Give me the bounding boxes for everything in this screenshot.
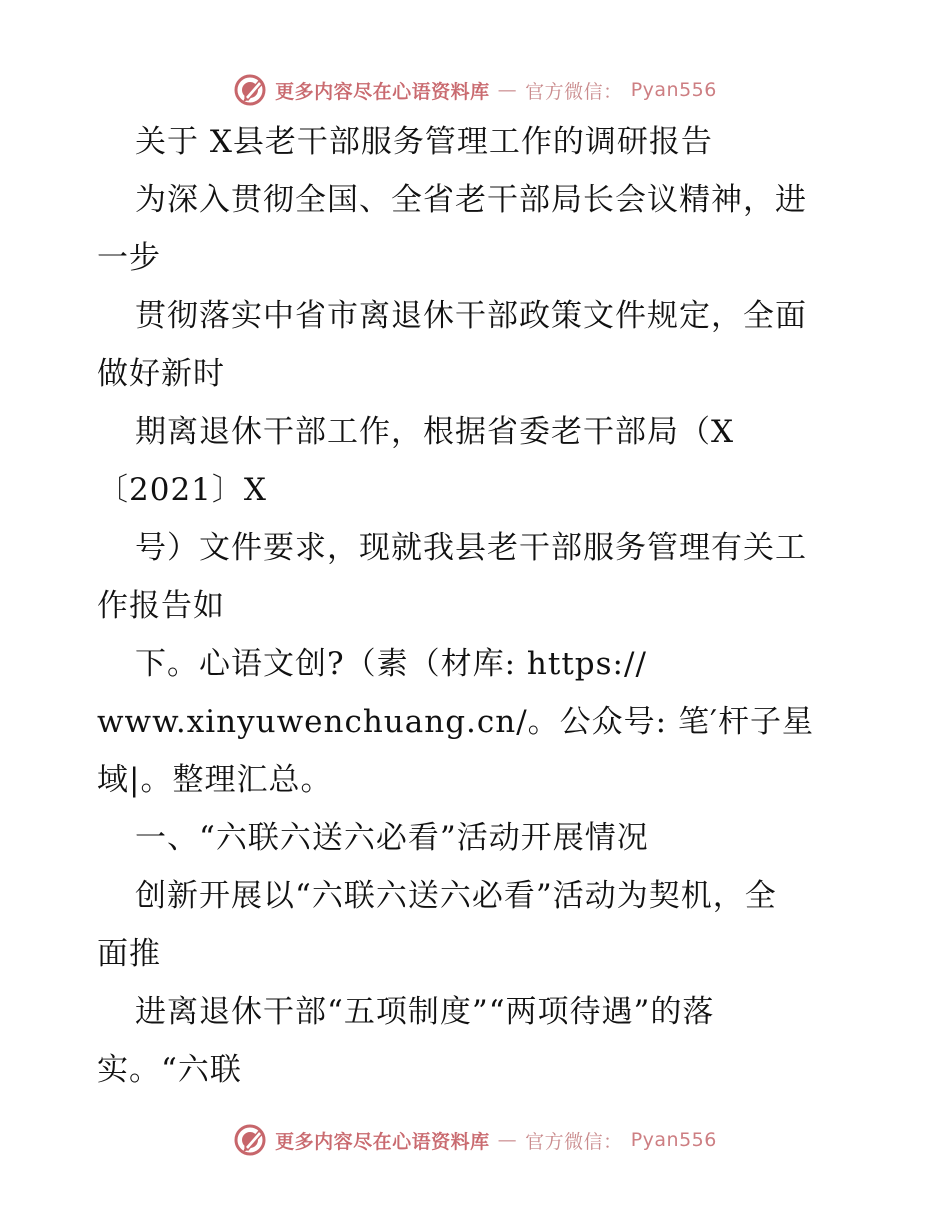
paragraph-line: 面推 <box>97 936 161 972</box>
banner-wechat-id: Pyan556 <box>630 79 717 101</box>
paragraph-line: 〔2021〕X <box>97 472 267 508</box>
footer-banner <box>0 1120 950 1160</box>
paragraph-line: 贯彻落实中省市离退休干部政策文件规定，全面 <box>135 298 807 334</box>
banner-dash: — <box>497 79 518 101</box>
paragraph-line: 创新开展以“六联六送六必看”活动为契机，全 <box>135 878 777 914</box>
paragraph-line: 做好新时 <box>97 356 225 392</box>
paragraph-line: 域|。整理汇总。 <box>97 762 333 798</box>
banner-wechat-id: Pyan556 <box>630 1129 717 1151</box>
header-banner <box>0 70 950 110</box>
paragraph-line: 下。心语文创?（素（材库: https:// <box>135 646 647 682</box>
section-heading: 一、“六联六送六必看”活动开展情况 <box>135 820 649 856</box>
banner-wechat-label: 官方微信： <box>525 80 623 103</box>
banner-wechat-label: 官方微信： <box>525 1130 623 1153</box>
paragraph-line: 号）文件要求，现就我县老干部服务管理有关工 <box>135 530 807 566</box>
paragraph-line: 实。“六联 <box>97 1052 242 1088</box>
paragraph-line: 期离退休干部工作，根据省委老干部局（X <box>135 414 735 450</box>
paragraph-line: 作报告如 <box>97 588 225 624</box>
document-title: 关于 X县老干部服务管理工作的调研报告 <box>135 124 713 160</box>
pen-logo-icon <box>233 1123 267 1157</box>
paragraph-line: 一步 <box>97 240 161 276</box>
paragraph-line: www.xinyuwenchuang.cn/。公众号: 笔′杆子星 <box>97 704 815 740</box>
banner-dash: — <box>497 1129 518 1151</box>
paragraph-line: 进离退休干部“五项制度”“两项待遇”的落 <box>135 994 715 1030</box>
pen-logo-icon <box>233 73 267 107</box>
paragraph-line: 为深入贯彻全国、全省老干部局长会议精神，进 <box>135 182 807 218</box>
banner-main-text: 更多内容尽在心语资料库 <box>275 1130 490 1153</box>
banner-main-text: 更多内容尽在心语资料库 <box>275 80 490 103</box>
